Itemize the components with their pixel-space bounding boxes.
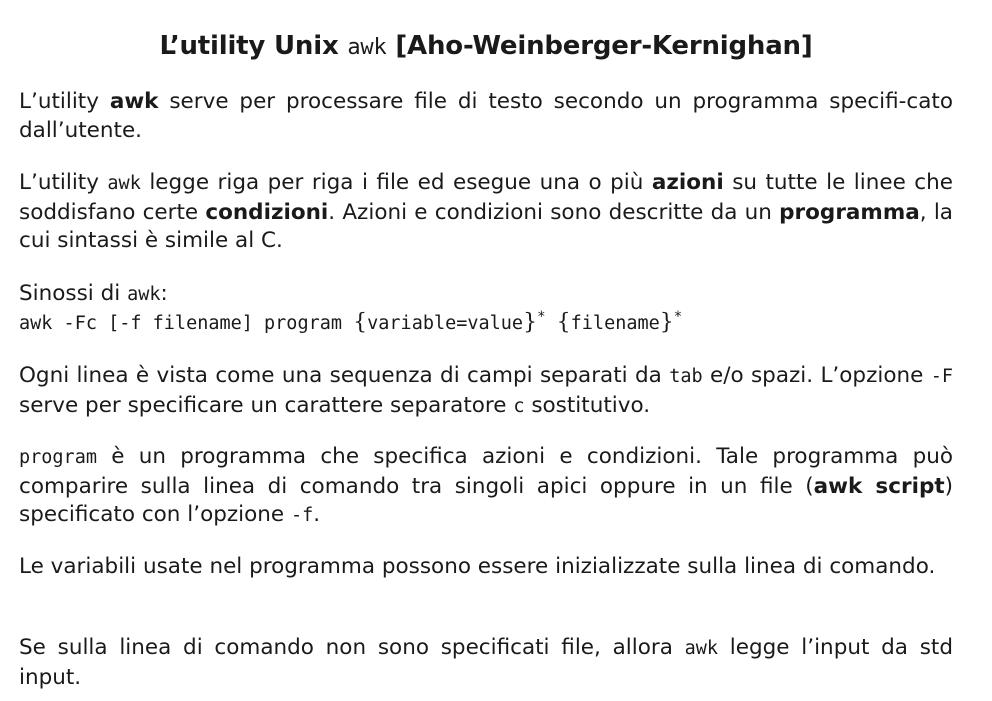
code-term: c [513, 395, 525, 417]
text: Le variabili usate nel programma possono essere inizializzate sulla linea di comando. [19, 554, 936, 579]
code-term: program [19, 447, 97, 468]
slide-title [19, 30, 953, 64]
code-term: awk [127, 284, 161, 305]
star: * [537, 309, 546, 325]
text: : [160, 281, 168, 306]
brace: { [353, 310, 368, 335]
brace: } [523, 310, 538, 335]
text: serve per specificare un carattere separatore [19, 392, 514, 418]
paragraph-stdin [19, 634, 953, 692]
star: * [673, 309, 683, 325]
text: , la cui sintassi è simile al C. [19, 199, 953, 253]
paragraph-program [19, 443, 953, 531]
text: e/o spazi. L’opzione [702, 363, 931, 388]
text: . [313, 502, 321, 527]
title-prefix: L’utility Unix [159, 31, 339, 61]
text: Se sulla linea di comando non sono specificati file, allora [19, 635, 685, 660]
code-term: -f [290, 505, 314, 526]
text: su tutte le linee che soddisfano certe [19, 170, 953, 225]
title-command: awk [347, 35, 387, 60]
text: Sinossi di [19, 281, 128, 306]
text: legge l’input da std input. [19, 635, 953, 690]
text: L’utility [19, 170, 108, 195]
text: sostitutivo. [524, 392, 651, 418]
text: Ogni linea è vista come una sequenza di campi separati da [19, 363, 670, 388]
bold-term: awk [109, 89, 159, 114]
paragraph-actions [19, 169, 953, 256]
paragraph-intro [19, 88, 953, 145]
bold-term: awk script [813, 473, 945, 499]
paragraph-fields [19, 362, 953, 421]
text: legge riga per riga i file ed esegue una o più [140, 170, 652, 195]
code-term: awk [684, 638, 719, 659]
brace: } [659, 310, 674, 335]
text: serve per processare file di testo secondo un programma specifi-cato dall’utente. [19, 89, 953, 143]
code-term: -F [930, 366, 953, 387]
code-term: awk [107, 173, 141, 194]
bold-term: azioni [651, 170, 724, 195]
text: L’utility [19, 89, 110, 114]
title-suffix: [Aho-Weinberger-Kernighan] [395, 31, 813, 61]
code: variable=value [367, 313, 524, 334]
brace: { [556, 310, 571, 335]
code-term: tab [669, 366, 703, 387]
code: awk -Fc [-f filename] program [19, 313, 354, 334]
code: filename [570, 313, 660, 334]
text: ) specificato con l’opzione [19, 473, 953, 527]
paragraph-synopsis-label [19, 280, 953, 310]
bold-term: programma [779, 199, 920, 225]
text: è un programma che specifica azioni e condizioni. Tale programma può comparire sulla linea di comando tra singoli apici oppure in un file ( [19, 444, 953, 499]
synopsis-command [19, 309, 682, 338]
bold-term: condizioni [205, 199, 329, 225]
paragraph-variables [19, 553, 953, 582]
text: . Azioni e condizioni sono descritte da un [328, 199, 780, 225]
